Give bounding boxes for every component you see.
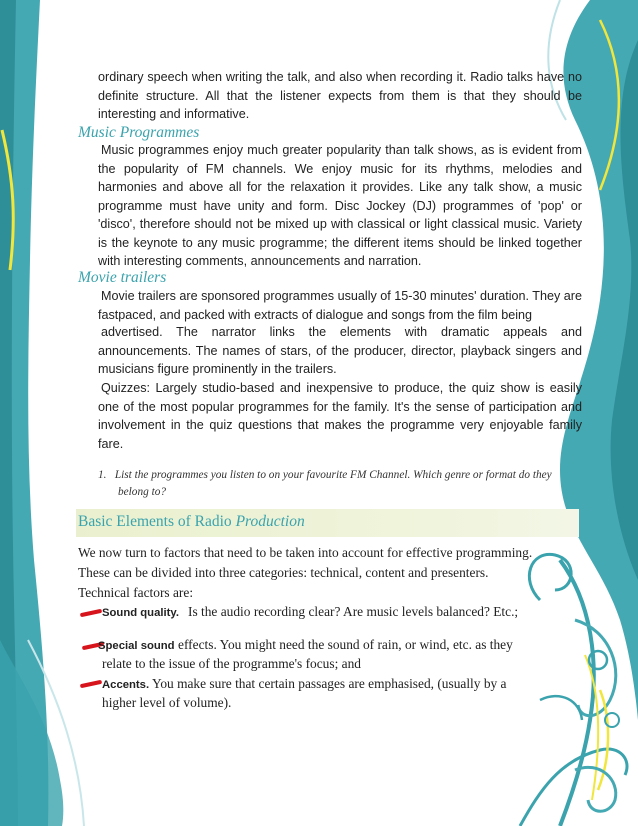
technical-factors-label: Technical factors are:: [78, 585, 194, 600]
music-programmes-paragraph: Music programmes enjoy much greater popularity than talk shows, as is evident from the popularity of FM channels. We enjoy music for its rhythms, melodies and harmonies and above all for the relaxation it provides. Like any talk show, a music programme must have unity and form. Disc Jockey (DJ) programmes of 'pop' or 'disco', therefore should not be mixed up with classical or light classical music. Variety is the keynote to any music programme; the different items should be linked together with interesting comments, announcements and narration.: [98, 143, 582, 268]
quizzes-paragraph: Quizzes: Largely studio-based and inexpensive to produce, the quiz show is easily one of the most popular programmes for the family. It's the sense of participation and involvement in the quiz questions that makes the programme very enjoyable family fare.: [98, 381, 582, 451]
technical-factor-special-sound: [98, 637, 513, 653]
factor-text: Is the audio recording clear? Are music levels balanced? Etc.;: [188, 604, 519, 619]
technical-factor-special-sound-cont: relate to the issue of the programme's focus; and: [102, 656, 361, 671]
factor-term: Accents.: [102, 679, 150, 691]
basic-elements-title: Basic Elements of Radio: [78, 513, 236, 530]
question-text: List the programmes you listen to on your favourite FM Channel. Which genre or format do they: [114, 469, 552, 481]
basic-elements-intro-1: We now turn to factors that need to be taken into account for effective programming.: [78, 545, 533, 560]
movie-trailers-paragraph: Movie trailers are sponsored programmes usually of 15-30 minutes' duration. They are fastpaced, and packed with extracts of dialogue and songs from the film being: [98, 289, 582, 322]
activity-question: [98, 467, 568, 501]
basic-elements-heading: [78, 513, 305, 531]
factor-term: Special sound: [98, 640, 175, 652]
question-text-cont: belong to?: [118, 486, 167, 498]
basic-elements-title-italic: Production: [235, 513, 305, 530]
movie-trailers-heading: Movie trailers: [78, 269, 167, 286]
factor-term: Sound quality.: [102, 607, 179, 619]
technical-factor-accents-cont: higher level of volume).: [102, 695, 232, 710]
factor-text: effects. You might need the sound of rain, or wind, etc. as they: [178, 637, 513, 652]
basic-elements-intro-2: These can be divided into three categories: technical, content and presenters.: [78, 565, 489, 580]
technical-factor-sound-quality: [102, 604, 518, 620]
technical-factor-accents: [102, 676, 507, 692]
music-programmes-heading: Music Programmes: [78, 124, 200, 141]
movie-trailers-paragraph-cont: advertised. The narrator links the elements with dramatic appeals and announcements. The names of stars, of the producer, director, playback singers and musicians figure prominently in the trailers.: [98, 325, 582, 376]
question-number: 1.: [98, 469, 107, 481]
factor-text: You make sure that certain passages are emphasised, (usually by a: [152, 676, 507, 691]
red-bullet-icon: [80, 609, 102, 617]
intro-paragraph: ordinary speech when writing the talk, and also when recording it. Radio talks have no definite structure. All that the listener expects from them is that they should be interesting and informative.: [98, 70, 582, 121]
red-bullet-icon: [80, 680, 102, 688]
